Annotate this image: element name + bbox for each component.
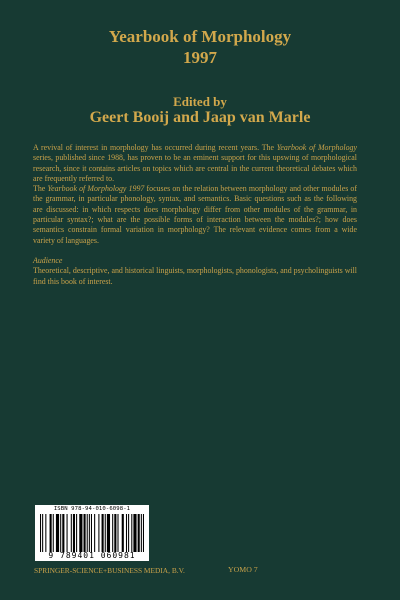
barcode-bars <box>40 514 144 552</box>
barcode-bar <box>117 514 118 552</box>
barcode-bar <box>107 514 110 552</box>
text-run: focuses on the relation between morphology and other modules of the grammar, in particular phonology, syntax, and semantics. Basic questions such as the following are discussed: in which respects does morphology differ from other modules of the grammar, in particular syntax?; what are the possible forms of interaction between the modules?; how does semantics constrain formal variation in morphology? The relevant evidence comes from a wide variety of languages. <box>33 184 357 245</box>
barcode-bar <box>73 514 75 552</box>
barcode-bar <box>56 514 59 552</box>
book-title <box>0 26 400 68</box>
barcode-bar <box>50 514 52 552</box>
ean-number: 9 789401 060981 <box>48 551 136 560</box>
barcode-bar <box>105 514 106 552</box>
barcode-bar <box>42 514 43 552</box>
editor-names: Geert Booij and Jaap van Marle <box>89 109 311 126</box>
barcode-bar <box>60 514 61 552</box>
barcode-bar <box>131 514 132 552</box>
barcode-bar <box>84 514 86 552</box>
audience-text: Theoretical, descriptive, and historical linguists, morphologists, phonologists, and psycholinguists will find this book of interest. <box>33 266 357 286</box>
barcode-bar <box>128 514 129 552</box>
edited-by-label: Edited by <box>173 94 227 109</box>
barcode-bar <box>122 514 124 552</box>
text-run: A revival of interest in morphology has occurred during recent years. The <box>33 143 277 152</box>
barcode-bar <box>76 514 77 552</box>
title-line: Yearbook of Morphology <box>108 27 292 46</box>
barcode-bar <box>141 514 142 552</box>
barcode-bar <box>91 514 92 552</box>
barcode-bar <box>112 514 113 552</box>
series-code: YOMO 7 <box>228 565 258 574</box>
barcode <box>35 505 149 561</box>
isbn-number: ISBN 978-94-010-6098-1 <box>53 506 131 512</box>
series-title: Yearbook of Morphology <box>276 143 357 152</box>
barcode-bar <box>143 514 144 552</box>
barcode-bar <box>126 514 127 552</box>
audience-heading: Audience <box>33 255 63 265</box>
barcode-bar <box>71 514 72 552</box>
description <box>33 143 357 287</box>
title-year: 1997 <box>183 48 217 67</box>
barcode-bar <box>94 514 95 552</box>
barcode-bar <box>114 514 116 552</box>
publisher-name: SPRINGER-SCIENCE+BUSINESS MEDIA, B.V. <box>34 566 185 575</box>
barcode-bar <box>79 514 82 552</box>
barcode-bar <box>98 514 99 552</box>
barcode-bar <box>138 514 140 552</box>
text-run: The <box>33 184 48 194</box>
volume-title: Yearbook of Morphology 1997 <box>47 184 145 194</box>
text-run: series, published since 1988, has proven to be an eminent support for this upswing of morphological research, since it contains articles on topics which are central in the current theoretical debates which are frequently referred to. <box>33 153 357 183</box>
barcode-bar <box>62 514 64 552</box>
barcode-bar <box>45 514 46 552</box>
description-paragraph-2 <box>33 184 357 246</box>
description-paragraph-1 <box>33 143 357 184</box>
barcode-bar <box>40 514 41 552</box>
barcode-bar <box>89 514 90 552</box>
barcode-bar <box>133 514 136 552</box>
barcode-bar <box>67 514 68 552</box>
barcode-bar <box>87 514 88 552</box>
barcode-bar <box>102 514 104 552</box>
barcode-bar <box>53 514 54 552</box>
